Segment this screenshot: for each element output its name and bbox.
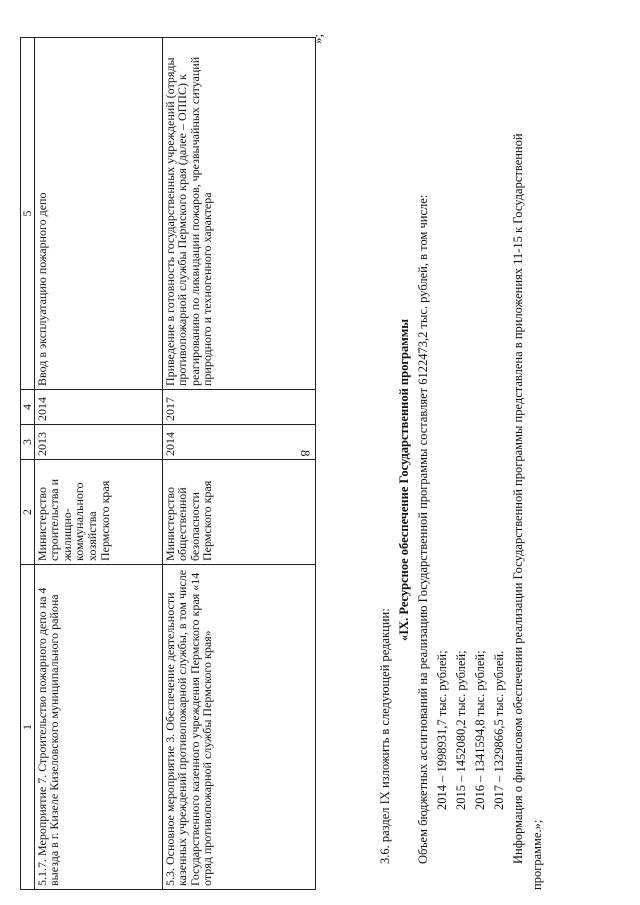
amendment-item: 3.6. раздел IX изложить в следующей редакции: [378, 608, 392, 864]
measure-name-cell: 5.3. Основное мероприятие 3. Обеспечение деятельности казенных учреждений противопожарной службы, в том числе Государственного казенного учреждения Пермского края «14 отряд противопожарной службы Пермского края» [162, 565, 315, 890]
year-amount: 2015 – 1452080,2 тыс. рублей; [454, 650, 468, 810]
table-row [162, 38, 315, 890]
table-header-cell: 5 [21, 38, 35, 390]
executor-cell: Министерство строительства и жилищно-коммунального хозяйства Пермского края [34, 460, 162, 565]
start-year-cell: 2014 [162, 425, 315, 460]
end-year-cell: 2014 [34, 390, 162, 425]
year-amount: 2016 – 1341594,8 тыс. рублей; [473, 650, 487, 810]
table-header-cell: 3 [21, 425, 35, 460]
rotated-page-content [20, 10, 630, 890]
executor-cell: Министерство общественной безопасности Пермского края [162, 460, 315, 565]
table-header-row [21, 38, 35, 890]
budget-paragraph: Объем бюджетных ассигнований на реализацию Государственной программы составляет 6122473,2 тыс. рублей, в том числе: [416, 194, 430, 864]
end-year-cell: 2017 [162, 390, 315, 425]
section-text [376, 70, 547, 890]
result-cell: Ввод в эксплуатацию пожарного депо [34, 38, 162, 390]
table-closing-mark: »; [310, 33, 325, 44]
section-heading: «IX. Ресурсное обеспечение Государственной программы [397, 318, 411, 642]
result-cell: Приведение в готовность государственных учреждений (отряды противопожарной службы Пермского края (далее – ОППС) к реагированию по ликвидации пожаров, чрезвычайных ситуаций природного и техногенного характера [162, 38, 315, 390]
program-table [20, 37, 316, 890]
table-header-cell: 1 [21, 565, 35, 890]
financing-info: Информация о финансовом обеспечении реализации Государственной программы представлена в приложениях 11-15 к Государственной программе.»; [511, 133, 544, 890]
table-header-cell: 4 [21, 390, 35, 425]
year-amount: 2014 – 1998931,7 тыс. рублей; [435, 650, 449, 810]
measure-name-cell: 5.1.7. Мероприятие 7. Строительство пожарного депо на 4 выезда в г. Кизеле Кизеловского муниципального района [34, 565, 162, 890]
table-row [34, 38, 162, 890]
table-header-cell: 2 [21, 460, 35, 565]
year-amount: 2017 – 1329866,5 тыс. рублей. [492, 650, 506, 810]
start-year-cell: 2013 [34, 425, 162, 460]
page-number: 8 [298, 450, 313, 457]
